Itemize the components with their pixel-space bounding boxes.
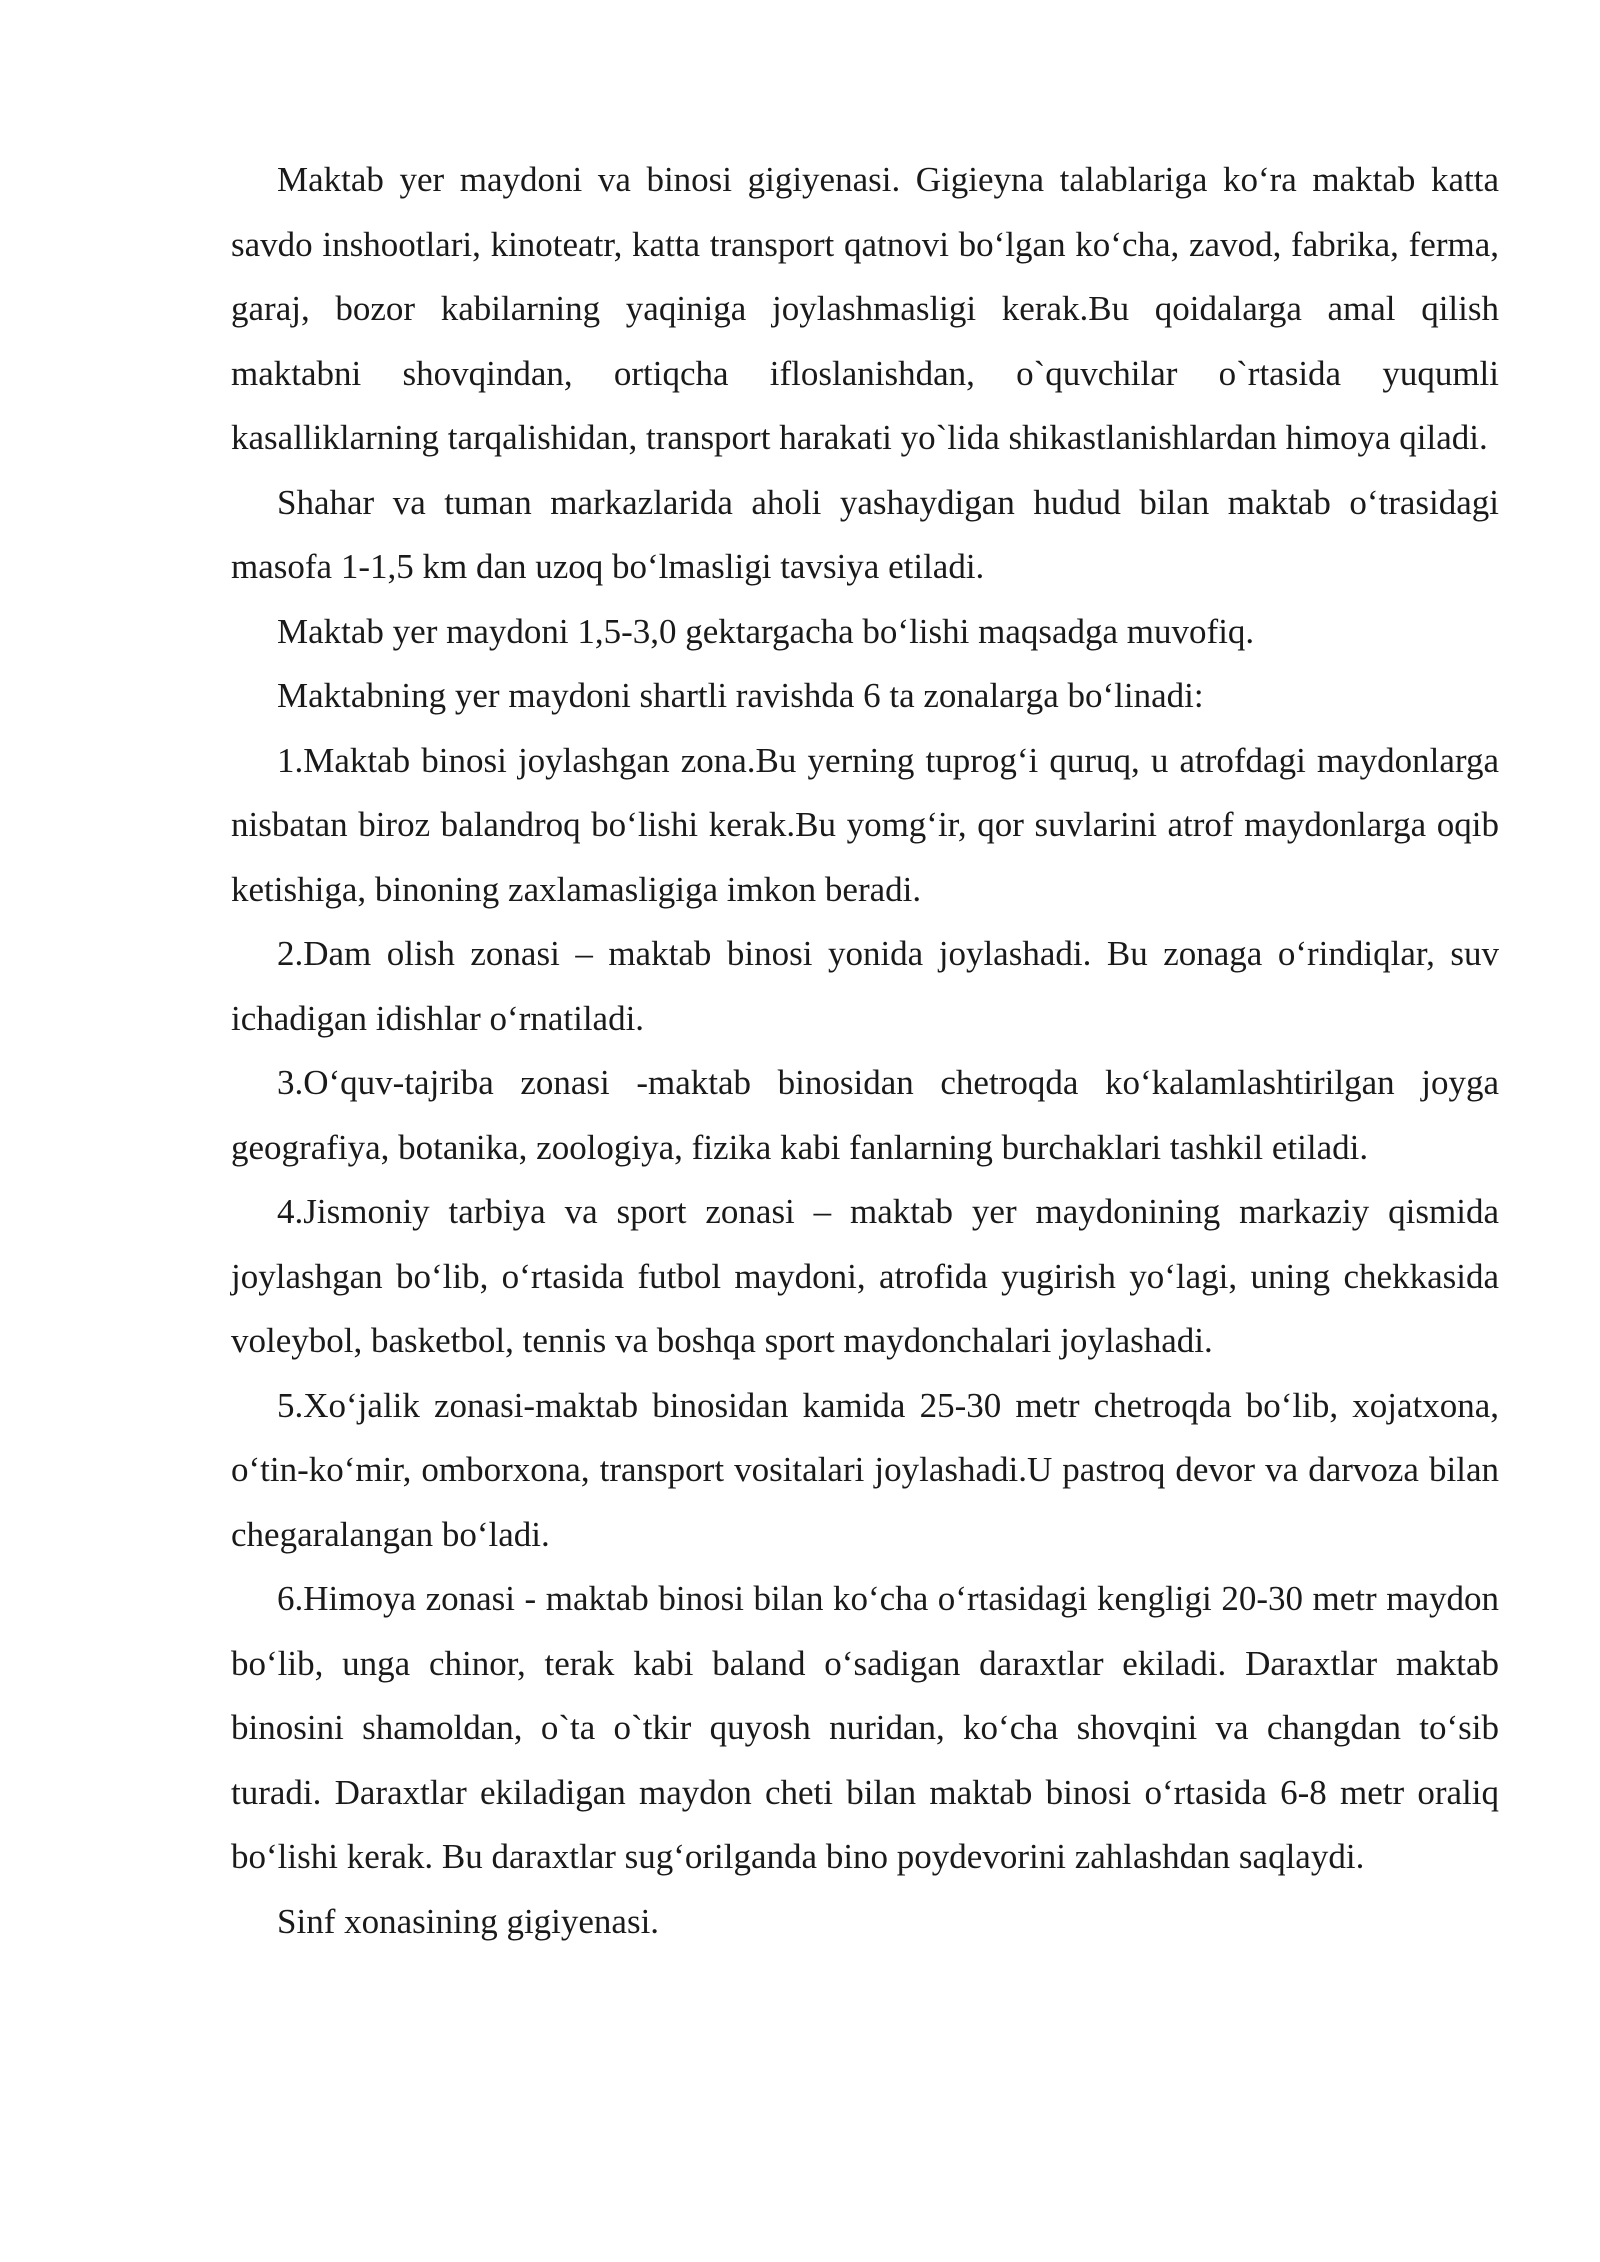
document-page [231,148,1499,1954]
paragraph-zones-intro: Maktabning yer maydoni shartli ravishda 6 ta zonalarga bo‘linadi: [277,676,1204,715]
paragraph-zone-6: 6.Himoya zonasi - maktab binosi bilan ko‘cha o‘rtasidagi kengligi 20-30 metr maydon bo‘lib, unga chinor, terak kabi baland o‘sadigan daraxtlar ekiladi. Daraxtlar maktab binosini shamoldan, o`ta o`tkir quyosh nuridan, ko‘cha shovqini va changdan to‘sib turadi. Daraxtlar ekiladigan maydon cheti bilan maktab binosi o‘rtasida 6-8 metr oraliq bo‘lishi kerak. Bu daraxtlar sug‘orilganda bino poydevorini zahlashdan saqlaydi. [231,1579,1499,1876]
paragraph-zone-5: 5.Xo‘jalik zonasi-maktab binosidan kamida 25-30 metr chetroqda bo‘lib, xojatxona, o‘tin-ko‘mir, omborxona, transport vositalari joylashadi.U pastroq devor va darvoza bilan chegaralangan bo‘ladi. [231,1385,1499,1554]
paragraph-zone-1: 1.Maktab binosi joylashgan zona.Bu yerning tuprog‘i quruq, u atrofdagi maydonlarga nisbatan biroz balandroq bo‘lishi kerak.Bu yomg‘ir, qor suvlarini atrof maydonlarga oqib ketishiga, binoning zaxlamasligiga imkon beradi. [231,740,1499,909]
paragraph-area: Maktab yer maydoni 1,5-3,0 gektargacha bo‘lishi maqsadga muvofiq. [277,611,1255,651]
section-heading-classroom: Sinf xonasining gigiyenasi. [277,1901,660,1941]
paragraph-zone-3: 3.O‘quv-tajriba zonasi -maktab binosidan chetroqda ko‘kalamlashtirilgan joyga geografiya, botanika, zoologiya, fizika kabi fanlarning burchaklari tashkil etiladi. [231,1063,1499,1167]
paragraph-distance: Shahar va tuman markazlarida aholi yashaydigan hudud bilan maktab o‘trasidagi masofa 1-1,5 km dan uzoq bo‘lmasligi tavsiya etiladi. [231,482,1499,586]
paragraph-zone-4: 4.Jismoniy tarbiya va sport zonasi – maktab yer maydonining markaziy qismida joylashgan bo‘lib, o‘rtasida futbol maydoni, atrofida yugirish yo‘lagi, uning chekkasida voleybol, basketbol, tennis va boshqa sport maydonchalari joylashadi. [231,1192,1499,1360]
paragraph-site-hygiene: Maktab yer maydoni va binosi gigiyenasi. Gigieyna talablariga ko‘ra maktab katta savdo inshootlari, kinoteatr, katta transport qatnovi bo‘lgan ko‘cha, zavod, fabrika, ferma, garaj, bozor kabilarning yaqiniga joylashmasligi kerak.Bu qoidalarga amal qilish maktabni shovqindan, ortiqcha ifloslanishdan, o`quvchilar o`rtasida yuqumli kasalliklarning tarqalishidan, transport harakati yo`lida shikastlanishlardan himoya qiladi. [231,160,1499,457]
paragraph-zone-2: 2.Dam olish zonasi – maktab binosi yonida joylashadi. Bu zonaga o‘rindiqlar, suv ichadigan idishlar o‘rnatiladi. [231,934,1499,1038]
